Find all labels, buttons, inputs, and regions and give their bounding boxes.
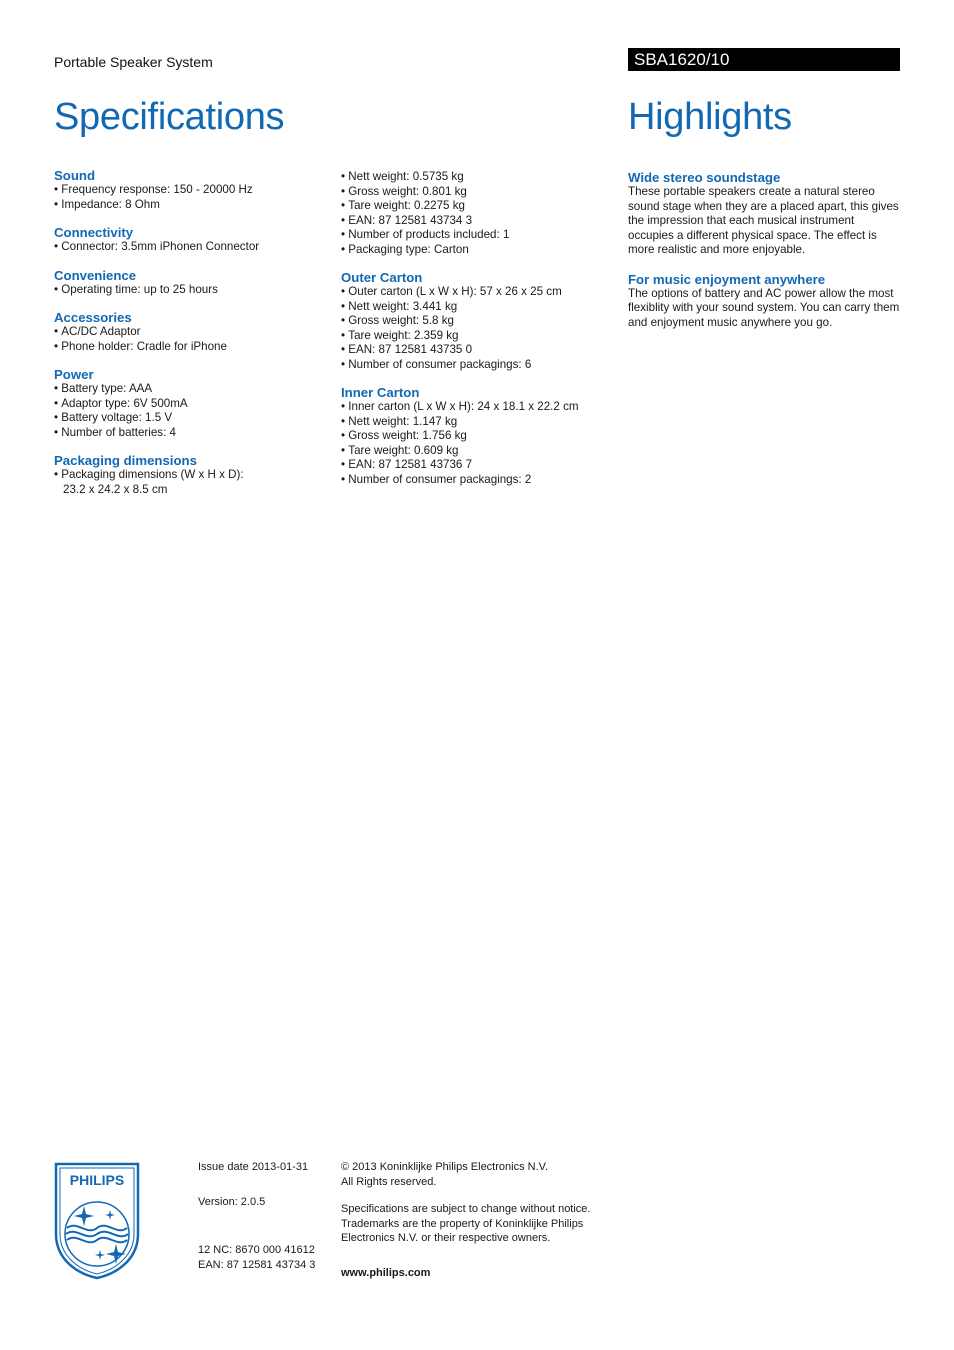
spec-heading: Connectivity bbox=[54, 225, 134, 240]
spec-section-outer-carton bbox=[341, 270, 611, 372]
spec-section-convenience bbox=[54, 268, 324, 298]
specs-column-2 bbox=[341, 170, 611, 500]
philips-logo bbox=[54, 1162, 140, 1280]
spec-item: • AC/DC Adaptor bbox=[54, 325, 324, 340]
spec-item: • EAN: 87 12581 43736 7 bbox=[341, 458, 611, 473]
highlight-text: These portable speakers create a natural stereo sound stage when they are a placed apart, this gives the impression that each musical instrument occupies a different physical space. The effect is more realistic and more enjoyable. bbox=[628, 185, 899, 256]
spec-section-accessories bbox=[54, 310, 324, 354]
spec-item: • Gross weight: 5.8 kg bbox=[341, 314, 611, 329]
highlights-title: Highlights bbox=[628, 96, 792, 138]
spec-heading: Outer Carton bbox=[341, 270, 423, 285]
issue-date: Issue date 2013-01-31 bbox=[198, 1161, 309, 1173]
product-category: Portable Speaker System bbox=[54, 54, 213, 70]
notice-line: Specifications are subject to change without notice. bbox=[341, 1203, 591, 1215]
highlight-item bbox=[628, 170, 900, 258]
rights-line: All Rights reserved. bbox=[341, 1175, 437, 1188]
spec-item: • Adaptor type: 6V 500mA bbox=[54, 397, 324, 412]
spec-section-connectivity bbox=[54, 225, 324, 255]
spec-item: • Gross weight: 1.756 kg bbox=[341, 429, 611, 444]
highlight-heading: For music enjoyment anywhere bbox=[628, 271, 826, 287]
spec-heading: Accessories bbox=[54, 310, 132, 325]
footer-legal bbox=[341, 1160, 621, 1280]
spec-item: • Number of consumer packagings: 2 bbox=[341, 473, 611, 488]
spec-heading: Power bbox=[54, 367, 94, 382]
spec-item: • Battery voltage: 1.5 V bbox=[54, 411, 324, 426]
ean-number: EAN: 87 12581 43734 3 bbox=[198, 1258, 316, 1271]
highlights-column bbox=[628, 170, 900, 344]
philips-shield-icon bbox=[54, 1162, 140, 1280]
spec-item: • Connector: 3.5mm iPhonen Connector bbox=[54, 240, 324, 255]
spec-heading: Convenience bbox=[54, 267, 137, 283]
spec-section-packaging-continued bbox=[341, 170, 611, 257]
spec-item: • Inner carton (L x W x H): 24 x 18.1 x 22.2 cm bbox=[341, 400, 611, 415]
highlight-text: The options of battery and AC power allow the most flexiblity with your sound system. You can carry them and enjoyment music anywhere you go. bbox=[628, 286, 900, 329]
spec-item: • Number of batteries: 4 bbox=[54, 426, 324, 441]
spec-item: • Number of consumer packagings: 6 bbox=[341, 358, 611, 373]
spec-item: • Tare weight: 2.359 kg bbox=[341, 329, 611, 344]
spec-item: • Nett weight: 3.441 kg bbox=[341, 300, 611, 315]
notice-line: Electronics N.V. or their respective owners. bbox=[341, 1232, 551, 1244]
copyright-line: © 2013 Koninklijke Philips Electronics N.V. bbox=[341, 1161, 549, 1173]
nc-number: 12 NC: 8670 000 41612 bbox=[198, 1244, 315, 1256]
footer-meta bbox=[198, 1160, 328, 1272]
spec-section-inner-carton bbox=[341, 385, 611, 487]
spec-item: • Frequency response: 150 - 20000 Hz bbox=[54, 183, 324, 198]
spec-item: • EAN: 87 12581 43735 0 bbox=[341, 343, 611, 358]
specs-column-1 bbox=[54, 168, 324, 510]
highlight-item bbox=[628, 272, 900, 331]
spec-item: • Gross weight: 0.801 kg bbox=[341, 185, 611, 200]
model-number-bar: SBA1620/10 bbox=[628, 48, 900, 71]
spec-item: • Outer carton (L x W x H): 57 x 26 x 25 cm bbox=[341, 285, 611, 300]
spec-item: • Number of products included: 1 bbox=[341, 228, 611, 243]
specifications-title: Specifications bbox=[54, 96, 285, 138]
spec-section-packaging-dimensions bbox=[54, 453, 324, 497]
spec-item: • Tare weight: 0.609 kg bbox=[341, 444, 611, 459]
spec-item: • EAN: 87 12581 43734 3 bbox=[341, 214, 611, 229]
highlight-heading: Wide stereo soundstage bbox=[628, 170, 781, 185]
version: Version: 2.0.5 bbox=[198, 1195, 266, 1208]
philips-wordmark: PHILIPS bbox=[69, 1172, 125, 1188]
spec-heading: Inner Carton bbox=[341, 385, 420, 400]
notice-line: Trademarks are the property of Koninklijke Philips bbox=[341, 1217, 584, 1230]
spec-section-power bbox=[54, 367, 324, 440]
spec-item: • Tare weight: 0.2275 kg bbox=[341, 199, 611, 214]
spec-section-sound bbox=[54, 168, 324, 212]
website-link[interactable]: www.philips.com bbox=[341, 1266, 431, 1279]
spec-item: • Packaging type: Carton bbox=[341, 243, 611, 258]
spec-item: • Operating time: up to 25 hours bbox=[54, 283, 324, 298]
spec-item: • Phone holder: Cradle for iPhone bbox=[54, 340, 324, 355]
spec-item: • Nett weight: 0.5735 kg bbox=[341, 170, 611, 185]
spec-item: • Battery type: AAA bbox=[54, 382, 324, 397]
spec-heading: Sound bbox=[54, 168, 96, 183]
spec-heading: Packaging dimensions bbox=[54, 453, 197, 468]
spec-item: • Nett weight: 1.147 kg bbox=[341, 415, 611, 430]
spec-item: • Packaging dimensions (W x H x D): 23.2 x 24.2 x 8.5 cm bbox=[54, 468, 264, 497]
spec-item: • Impedance: 8 Ohm bbox=[54, 198, 324, 213]
